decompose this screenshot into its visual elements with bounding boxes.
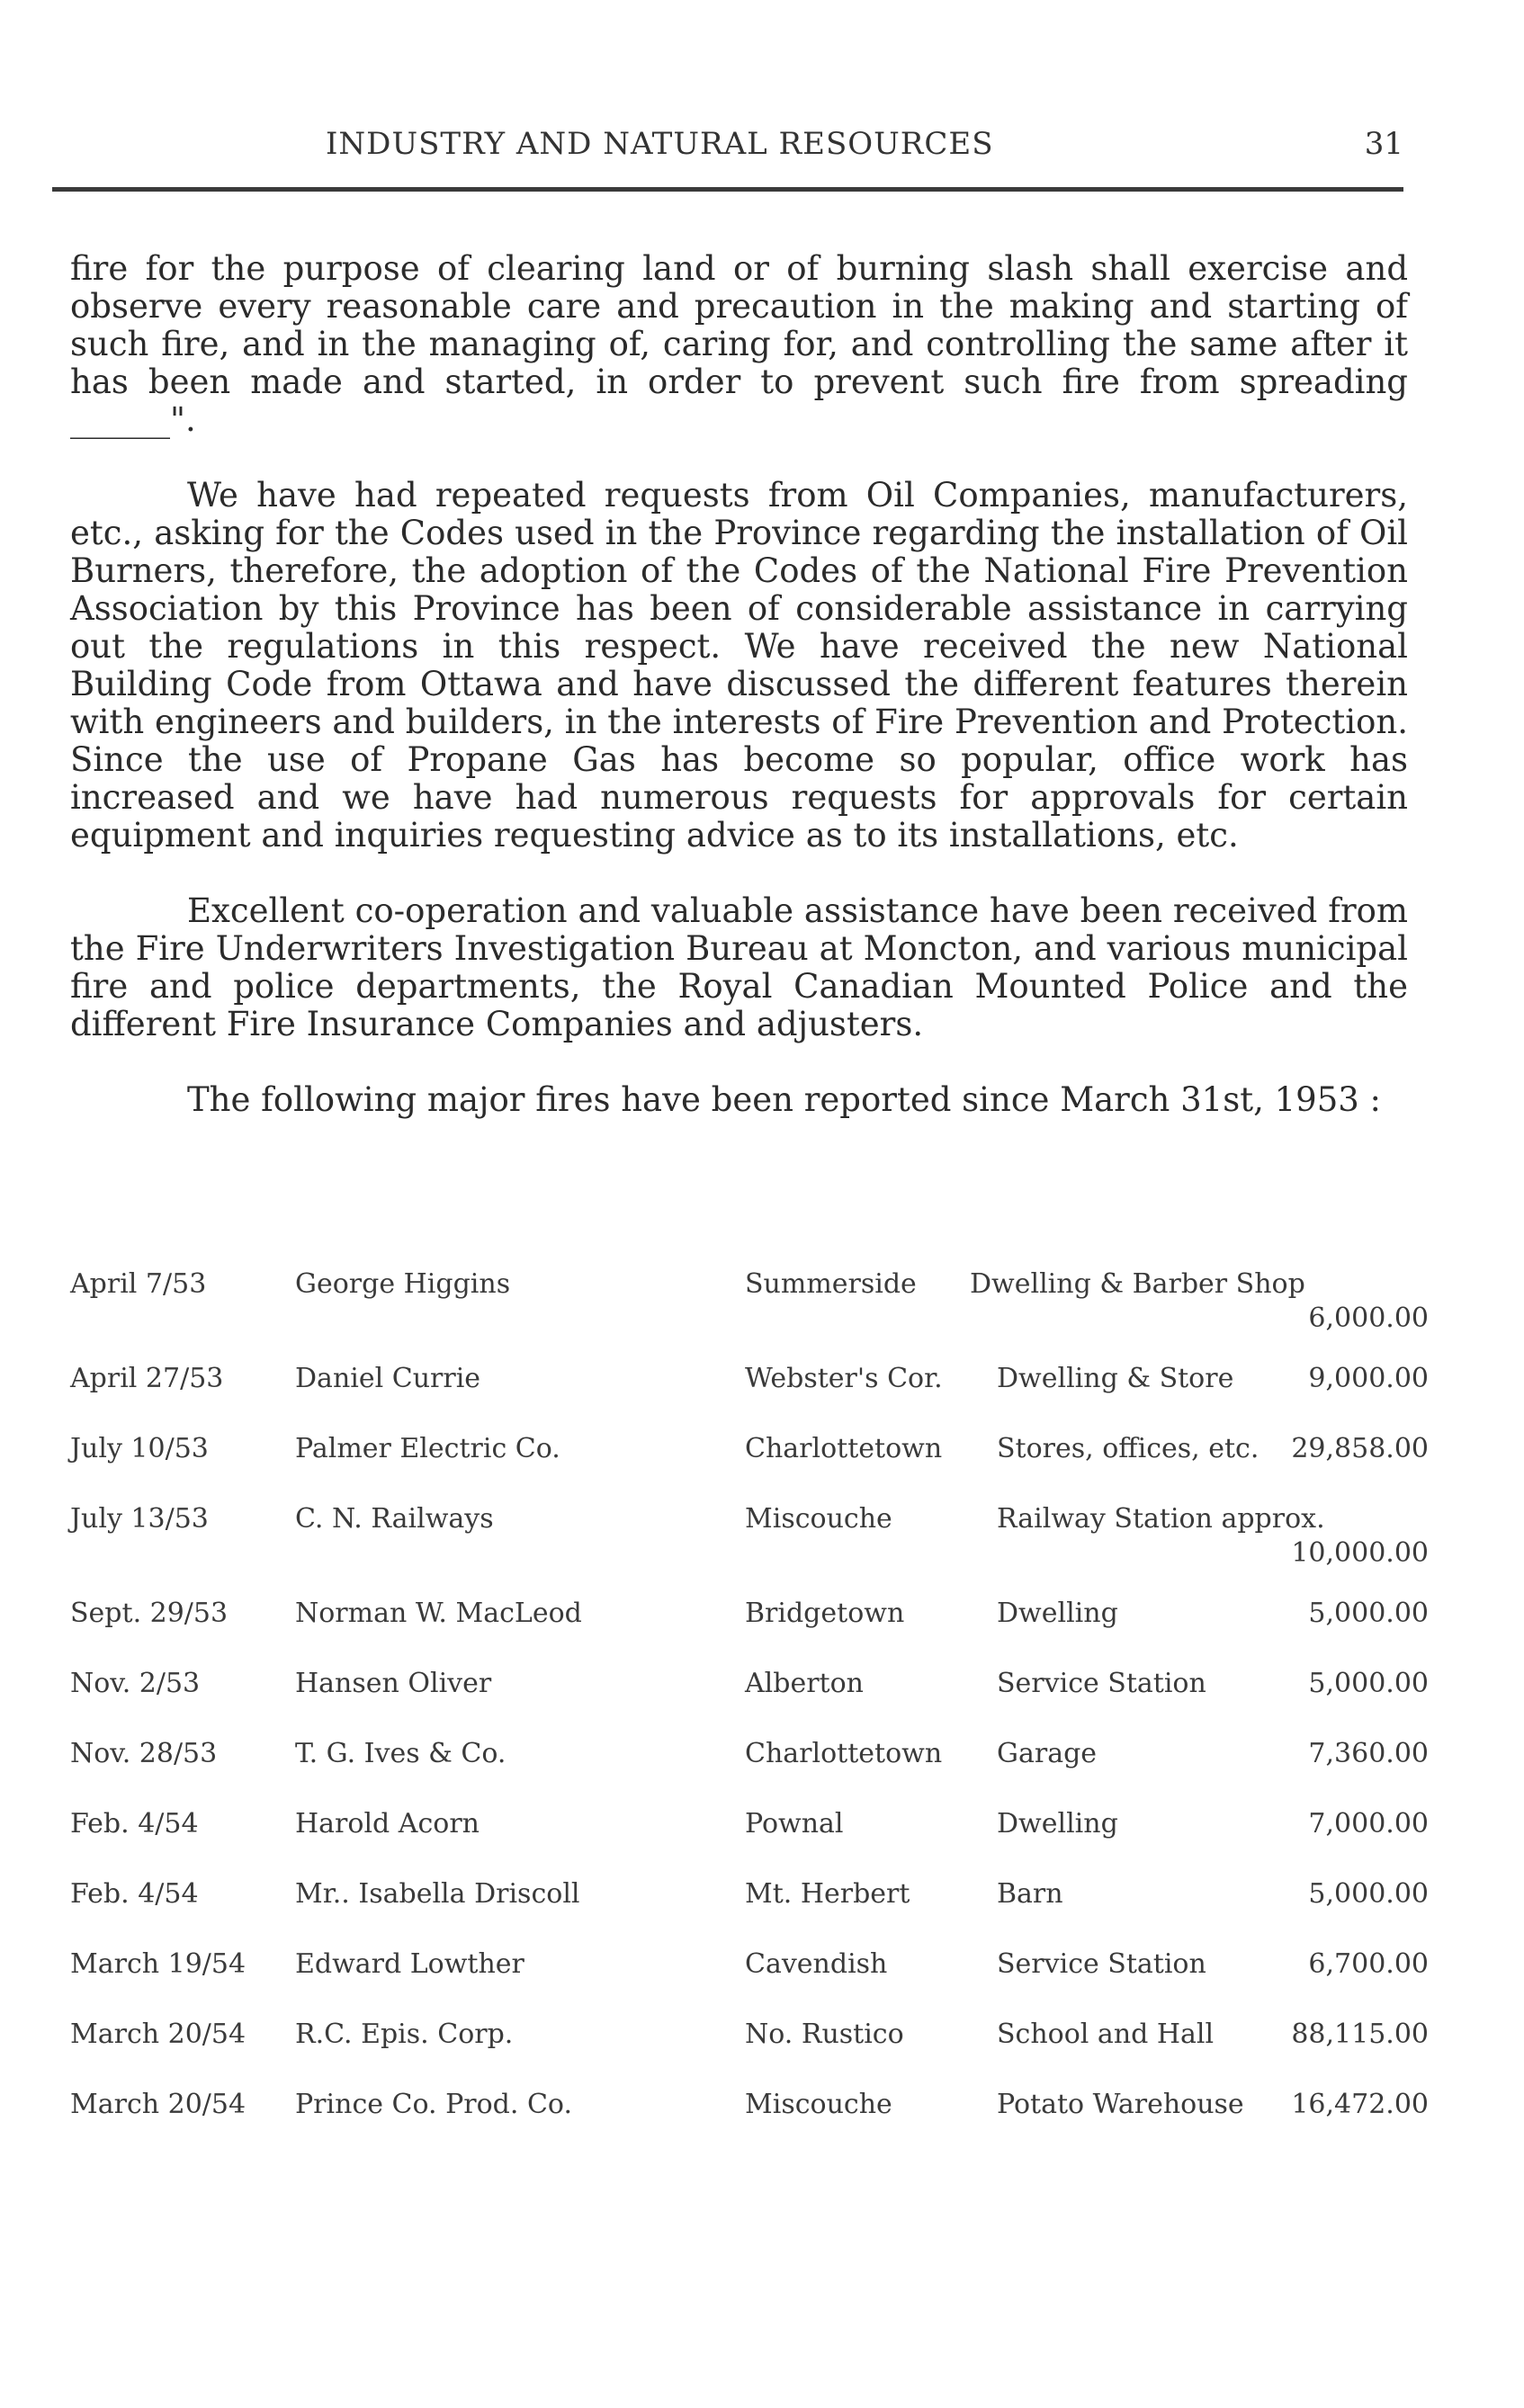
table-row xyxy=(70,1738,1429,1808)
fire-property: Railway Station approx. xyxy=(997,1503,1325,1535)
table-row xyxy=(70,2019,1429,2089)
fire-owner: T. G. Ives & Co. xyxy=(295,1738,507,1769)
fire-date: March 19/54 xyxy=(70,1948,247,1980)
fire-location: Charlottetown xyxy=(745,1738,943,1769)
fire-date: Feb. 4/54 xyxy=(70,1878,199,1910)
fire-location: Cavendish xyxy=(745,1948,888,1980)
fire-loss-amount: 7,360.00 xyxy=(1308,1738,1429,1769)
fire-owner: George Higgins xyxy=(295,1268,511,1300)
header-rule xyxy=(52,187,1403,192)
fire-loss-amount: 5,000.00 xyxy=(1308,1668,1429,1699)
fire-location: Webster's Cor. xyxy=(745,1363,943,1394)
fire-date: March 20/54 xyxy=(70,2089,247,2120)
fire-property: Dwelling xyxy=(997,1808,1118,1840)
table-row xyxy=(70,2089,1429,2159)
fire-owner: C. N. Railways xyxy=(295,1503,494,1535)
fire-property: Dwelling & Barber Shop xyxy=(970,1268,1305,1300)
fire-location: Mt. Herbert xyxy=(745,1878,910,1910)
fire-loss-amount: 5,000.00 xyxy=(1308,1878,1429,1910)
fire-date: Feb. 4/54 xyxy=(70,1808,199,1840)
fire-property: Stores, offices, etc. xyxy=(997,1433,1260,1464)
fire-loss-amount: 9,000.00 xyxy=(1308,1363,1429,1394)
fire-property: Potato Warehouse xyxy=(997,2089,1244,2120)
table-row xyxy=(70,1668,1429,1738)
fire-loss-amount: 7,000.00 xyxy=(1308,1808,1429,1840)
fire-date: July 13/53 xyxy=(70,1503,209,1535)
running-title: INDUSTRY AND NATURAL RESOURCES xyxy=(326,126,994,162)
fire-owner: Mr.. Isabella Driscoll xyxy=(295,1878,580,1910)
fire-date: Nov. 28/53 xyxy=(70,1738,218,1769)
fire-location: Miscouche xyxy=(745,1503,892,1535)
fire-loss-amount: 10,000.00 xyxy=(1291,1537,1429,1569)
table-row xyxy=(70,1363,1429,1433)
fire-owner: Harold Acorn xyxy=(295,1808,480,1840)
running-header xyxy=(52,126,1403,180)
fire-location: Miscouche xyxy=(745,2089,892,2120)
fire-owner: Edward Lowther xyxy=(295,1948,524,1980)
fire-property: Dwelling & Store xyxy=(997,1363,1234,1394)
fire-loss-amount: 6,000.00 xyxy=(1308,1302,1429,1334)
paragraph-fire-clause: fire for the purpose of clearing land or of burning slash shall exercise and observe every reasonable care and precaution in the making and starting of such fire, and in the managing of, caring for, and controlling the same after it has been made and started, in order to prevent such fire from spreading ______". xyxy=(70,249,1408,439)
page-number: 31 xyxy=(1364,126,1403,162)
table-row xyxy=(70,1808,1429,1878)
fire-location: Summerside xyxy=(745,1268,917,1300)
fire-property: Service Station xyxy=(997,1948,1206,1980)
fire-location: Charlottetown xyxy=(745,1433,943,1464)
body-text xyxy=(70,250,1408,1157)
fire-loss-amount: 29,858.00 xyxy=(1291,1433,1429,1464)
fire-owner: Hansen Oliver xyxy=(295,1668,492,1699)
fire-property: Service Station xyxy=(997,1668,1206,1699)
table-row xyxy=(70,1878,1429,1948)
table-row xyxy=(70,1268,1429,1363)
fire-property: School and Hall xyxy=(997,2019,1215,2050)
fire-loss-amount: 88,115.00 xyxy=(1291,2019,1429,2050)
paragraph-oil-burners: We have had repeated requests from Oil Companies, manufacturers, etc., asking for the Codes used in the Province regarding the installation of Oil Burners, therefore, the adoption of the Codes of the National Fire Prevention Association by this Province has been of considerable assistance in carrying out the regulations in this respect. We have received the new National Building Code from Ottawa and have discussed the different features therein with engineers and builders, in the interests of Fire Prevention and Protection. Since the use of Propane Gas has become so popular, office work has increased and we have had numerous requests for approvals for certain equipment and inquiries requesting advice as to its installations, etc. xyxy=(70,476,1408,855)
paragraph-cooperation: Excellent co-operation and valuable assistance have been received from the Fire Underwriters Investigation Bureau at Moncton, and various municipal fire and police departments, the Royal Canadian Mounted Police and the different Fire Insurance Companies and adjusters. xyxy=(70,891,1408,1043)
fire-loss-amount: 16,472.00 xyxy=(1291,2089,1429,2120)
fire-owner: Prince Co. Prod. Co. xyxy=(295,2089,572,2120)
table-row xyxy=(70,1948,1429,2019)
fire-owner: Norman W. MacLeod xyxy=(295,1598,582,1629)
table-row xyxy=(70,1433,1429,1503)
fire-property: Barn xyxy=(997,1878,1063,1910)
fire-date: Nov. 2/53 xyxy=(70,1668,201,1699)
fire-property: Garage xyxy=(997,1738,1098,1769)
fire-owner: Daniel Currie xyxy=(295,1363,481,1394)
fire-owner: Palmer Electric Co. xyxy=(295,1433,560,1464)
table-row xyxy=(70,1503,1429,1598)
fire-date: July 10/53 xyxy=(70,1433,209,1464)
fires-table xyxy=(70,1268,1429,2159)
fire-date: April 7/53 xyxy=(70,1268,207,1300)
paragraph-fires-intro: The following major fires have been reported since March 31st, 1953 : xyxy=(187,1080,1381,1119)
fire-location: Bridgetown xyxy=(745,1598,905,1629)
fire-location: No. Rustico xyxy=(745,2019,904,2050)
fire-property: Dwelling xyxy=(997,1598,1118,1629)
fire-date: March 20/54 xyxy=(70,2019,247,2050)
fire-loss-amount: 5,000.00 xyxy=(1308,1598,1429,1629)
fire-loss-amount: 6,700.00 xyxy=(1308,1948,1429,1980)
fire-location: Pownal xyxy=(745,1808,844,1840)
fire-date: Sept. 29/53 xyxy=(70,1598,229,1629)
fire-date: April 27/53 xyxy=(70,1363,224,1394)
fire-owner: R.C. Epis. Corp. xyxy=(295,2019,514,2050)
table-row xyxy=(70,1598,1429,1668)
fire-location: Alberton xyxy=(745,1668,864,1699)
